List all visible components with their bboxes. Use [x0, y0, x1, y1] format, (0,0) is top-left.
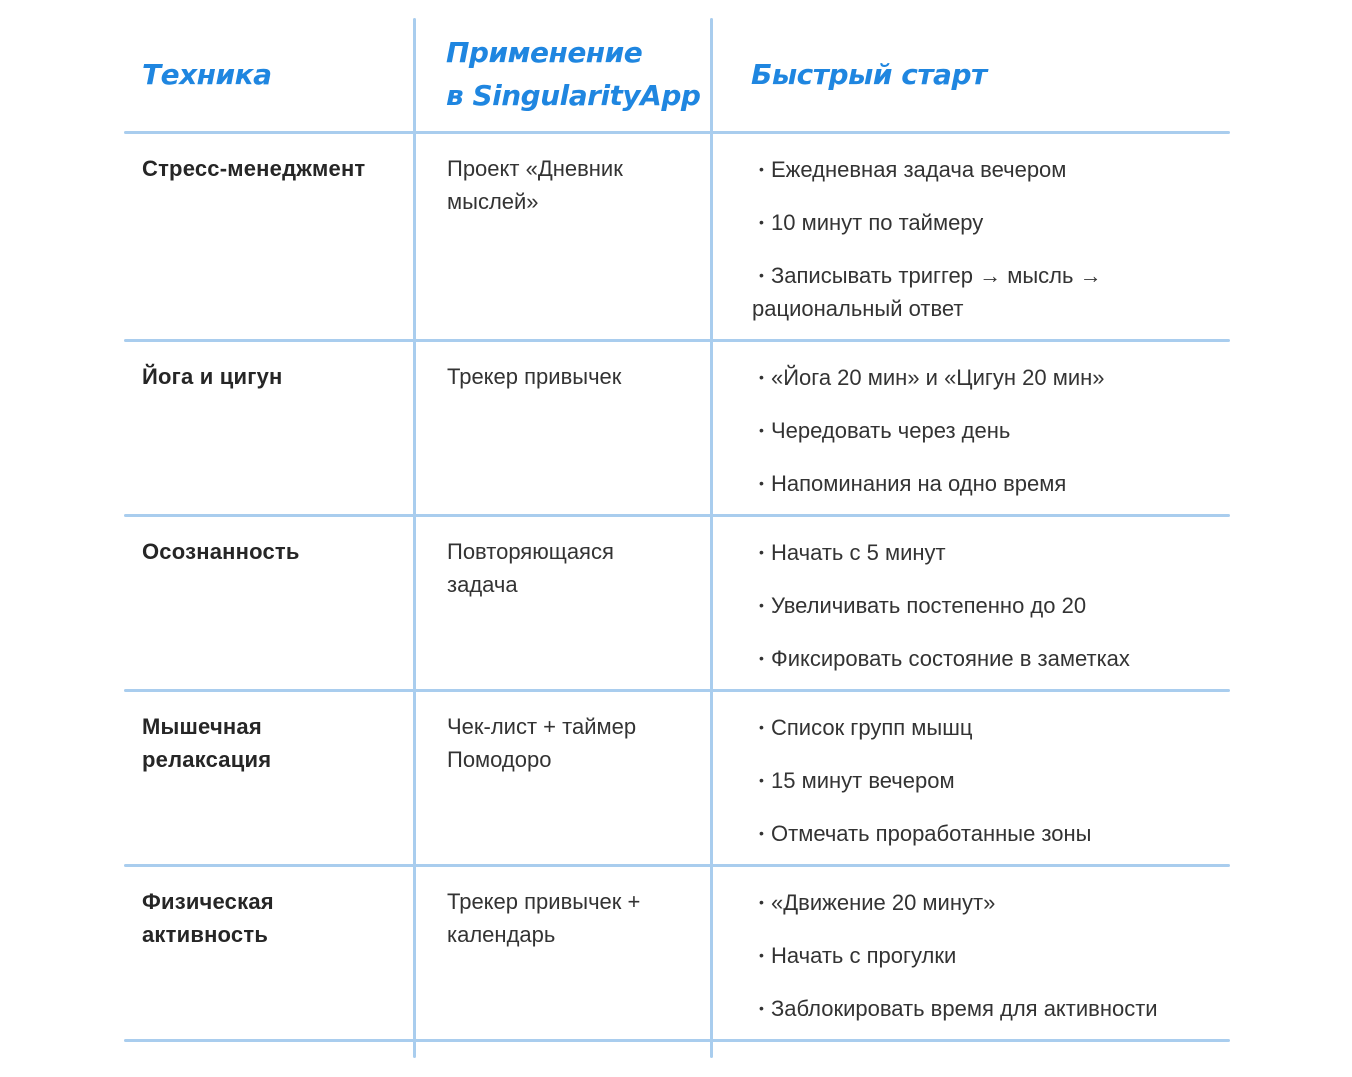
row-divider-header: [124, 131, 1230, 134]
bullet-icon: •: [759, 947, 764, 963]
row-2-tips: [752, 361, 1212, 500]
row-5-technique: Физическая активность: [142, 889, 274, 947]
row-4-technique: Мышечная релаксация: [142, 714, 272, 772]
bullet-icon: •: [759, 719, 764, 735]
bullet-icon: •: [759, 422, 764, 438]
list-item: • Список групп мышц: [752, 711, 1212, 744]
header-quickstart: Быстрый старт: [751, 58, 987, 91]
bullet-icon: •: [759, 825, 764, 841]
header-app-line1: Применение: [446, 36, 643, 69]
list-item: • Начать с прогулки: [752, 939, 1212, 972]
bullet-icon: •: [759, 161, 764, 177]
row-5-tips: [752, 886, 1212, 1025]
bullet-icon: •: [759, 267, 764, 283]
row-1-technique: Стресс-менеджмент: [142, 156, 366, 181]
list-item: • Заблокировать время для активности: [752, 992, 1212, 1025]
bullet-icon: •: [759, 597, 764, 613]
header-app-line2: в SingularityApp: [446, 79, 701, 112]
bullet-icon: •: [759, 772, 764, 788]
list-item: • Ежедневная задача вечером: [752, 153, 1172, 186]
row-divider-3: [124, 689, 1230, 692]
list-item: • Увеличивать постепенно до 20: [752, 589, 1212, 622]
list-item: • 15 минут вечером: [752, 764, 1212, 797]
row-divider-bottom: [124, 1039, 1230, 1042]
row-2-app: Трекер привычек: [447, 364, 622, 389]
row-4-app: Чек-лист + таймер Помодоро: [447, 714, 637, 772]
list-item: • Чередовать через день: [752, 414, 1212, 447]
row-5-app: Трекер привычек + календарь: [447, 889, 641, 947]
bullet-icon: •: [759, 544, 764, 560]
bullet-icon: •: [759, 214, 764, 230]
row-3-app: Повторяющаяся задача: [447, 539, 614, 597]
list-item: • Фиксировать состояние в заметках: [752, 642, 1212, 675]
row-3-tips: [752, 536, 1212, 675]
list-item: • «Движение 20 минут»: [752, 886, 1212, 919]
bullet-icon: •: [759, 894, 764, 910]
column-divider-2: [710, 18, 713, 1058]
row-divider-2: [124, 514, 1230, 517]
bullet-icon: •: [759, 475, 764, 491]
row-4-tips: [752, 711, 1212, 850]
row-1-app: Проект «Дневник мыслей»: [447, 156, 623, 214]
row-3-technique: Осознанность: [142, 539, 300, 564]
column-divider-1: [413, 18, 416, 1058]
list-item: • «Йога 20 мин» и «Цигун 20 мин»: [752, 361, 1212, 394]
list-item: • Напоминания на одно время: [752, 467, 1212, 500]
list-item: • Записывать триггер → мысль → рациональный ответ: [752, 259, 1172, 325]
row-1-tips: [752, 153, 1172, 325]
row-divider-1: [124, 339, 1230, 342]
row-2-technique: Йога и цигун: [142, 364, 283, 389]
bullet-icon: •: [759, 369, 764, 385]
list-item: • Начать с 5 минут: [752, 536, 1212, 569]
bullet-icon: •: [759, 1000, 764, 1016]
row-divider-4: [124, 864, 1230, 867]
header-technique: Техника: [142, 58, 272, 91]
list-item: • 10 минут по таймеру: [752, 206, 1172, 239]
list-item: • Отмечать проработанные зоны: [752, 817, 1212, 850]
bullet-icon: •: [759, 650, 764, 666]
